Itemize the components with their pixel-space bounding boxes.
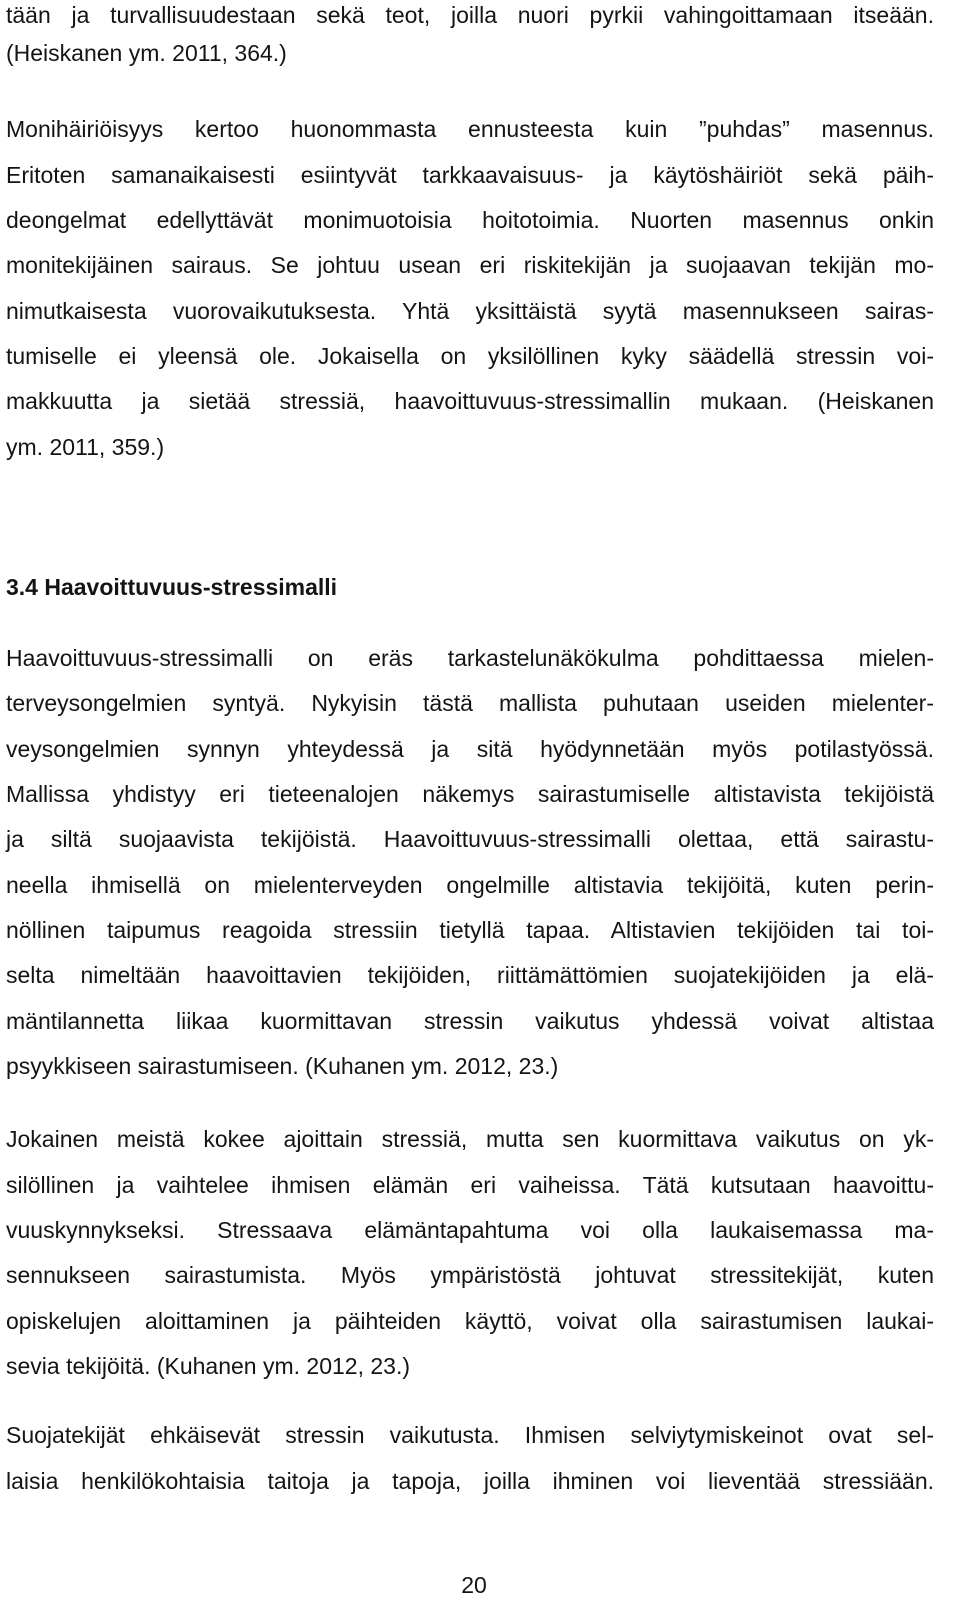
- text-line: laisia henkilökohtaisia taitoja ja tapoja, joilla ihminen voi lieventää stressiään.: [6, 1468, 934, 1494]
- text-line: Haavoittuvuus-stressimalli on eräs tarkastelunäkökulma pohdittaessa mielen-: [6, 645, 934, 671]
- text-line: (Heiskanen ym. 2011, 364.): [6, 40, 287, 66]
- text-line: Jokainen meistä kokee ajoittain stressiä, mutta sen kuormittava vaikutus on yk-: [6, 1126, 934, 1152]
- text-line: ja siltä suojaavista tekijöistä. Haavoittuvuus-stressimalli olettaa, että sairastu-: [6, 826, 934, 852]
- text-line: neella ihmisellä on mielenterveyden ongelmille altistavia tekijöitä, kuten perin-: [6, 872, 934, 898]
- text-line: tään ja turvallisuudestaan sekä teot, joilla nuori pyrkii vahingoittamaan itseään.: [6, 2, 934, 28]
- text-line: nöllinen taipumus reagoida stressiin tietyllä tapaa. Altistavien tekijöiden tai toi-: [6, 917, 934, 943]
- text-line: sevia tekijöitä. (Kuhanen ym. 2012, 23.): [6, 1353, 411, 1379]
- text-line: mäntilannetta liikaa kuormittavan stressin vaikutus yhdessä voivat altistaa: [6, 1008, 934, 1034]
- text-line: selta nimeltään haavoittavien tekijöiden, riittämättömien suojatekijöiden ja elä-: [6, 962, 934, 988]
- text-line: deongelmat edellyttävät monimuotoisia hoitotoimia. Nuorten masennus onkin: [6, 207, 934, 233]
- text-line: veysongelmien synnyn yhteydessä ja sitä hyödynnetään myös potilastyössä.: [6, 736, 934, 762]
- text-line: monitekijäinen sairaus. Se johtuu usean eri riskitekijän ja suojaavan tekijän mo-: [6, 252, 934, 278]
- section-heading: 3.4 Haavoittuvuus-stressimalli: [6, 574, 338, 600]
- text-line: sennukseen sairastumista. Myös ympäristöstä johtuvat stressitekijät, kuten: [6, 1262, 934, 1288]
- text-line: opiskelujen aloittaminen ja päihteiden käyttö, voivat olla sairastumisen laukai-: [6, 1308, 934, 1334]
- text-line: psyykkiseen sairastumiseen. (Kuhanen ym. 2012, 23.): [6, 1053, 559, 1079]
- text-line: Eritoten samanaikaisesti esiintyvät tarkkaavaisuus- ja käytöshäiriöt sekä päih-: [6, 162, 934, 188]
- text-line: Suojatekijät ehkäisevät stressin vaikutusta. Ihmisen selviytymiskeinot ovat sel-: [6, 1422, 934, 1448]
- text-line: nimutkaisesta vuorovaikutuksesta. Yhtä yksittäistä syytä masennukseen sairas-: [6, 298, 934, 324]
- text-line: terveysongelmien syntyä. Nykyisin tästä mallista puhutaan useiden mielenter-: [6, 690, 934, 716]
- text-line: Monihäiriöisyys kertoo huonommasta ennusteesta kuin ”puhdas” masennus.: [6, 116, 934, 142]
- text-line: makkuutta ja sietää stressiä, haavoittuvuus-stressimallin mukaan. (Heiskanen: [6, 388, 934, 414]
- text-line: silöllinen ja vaihtelee ihmisen elämän eri vaiheissa. Tätä kutsutaan haavoittu-: [6, 1172, 934, 1198]
- text-line: ym. 2011, 359.): [6, 434, 165, 460]
- text-line: vuuskynnykseksi. Stressaava elämäntapahtuma voi olla laukaisemassa ma-: [6, 1217, 934, 1243]
- page-number: 20: [461, 1572, 487, 1598]
- text-line: tumiselle ei yleensä ole. Jokaisella on yksilöllinen kyky säädellä stressin voi-: [6, 343, 934, 369]
- text-line: Mallissa yhdistyy eri tieteenalojen näkemys sairastumiselle altistavista tekijöistä: [6, 781, 934, 807]
